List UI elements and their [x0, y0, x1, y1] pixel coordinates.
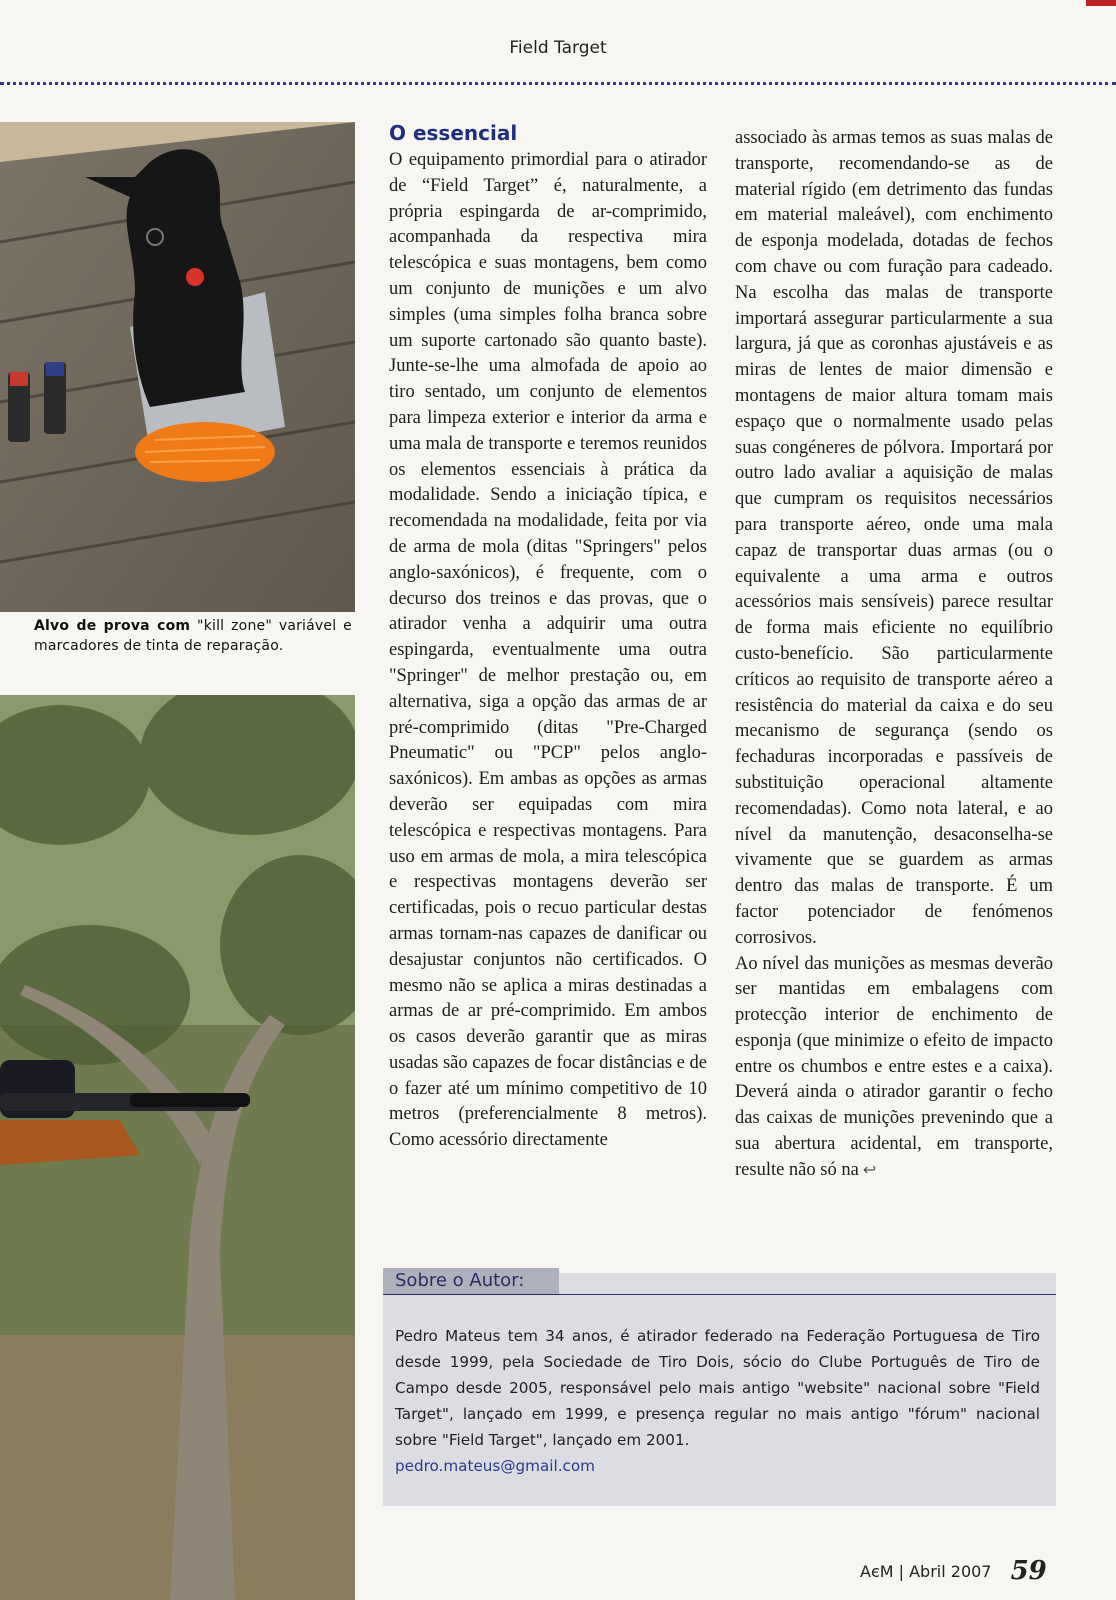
column-2-paragraph-2	[735, 952, 1053, 1184]
caption-text: "kill zone" variável e marcadores de tinta de reparação.	[34, 618, 352, 654]
column-2-paragraph-1: associado às armas temos as suas malas de transporte, recomendando-se as de material rígido (em detrimento das fundas em material maleável), com enchimento de esponja modelada, dotadas de fechos com chave ou com furação para cadeado. Na escolha das malas de transporte importará assegurar particularmente a sua largura, já que as coronhas ajustáveis e as miras de lentes de maior dimensão e montagens de maior altura tomam mais espaço que o normalmente usado pelas suas congéneres de pólvora. Importará por outro lado avaliar a aquisição de malas que cumpram os requisitos necessários para transporte aéreo, onde uma mala capaz de transportar duas armas (ou o equivalente a uma arma e outros acessórios mais sensíveis) parece resultar de forma mais eficiente no equilíbrio custo-benefício. São particularmente críticos ao requisito de transporte aéreo a resistência do material da caixa e do seu mecanismo de segurança (sendo os fechaduras incorporadas e passíveis de substituição operacional altamente recomendadas). Como nota lateral, e ao nível da manutenção, desaconselha-se vivamente que se guardem as armas dentro das malas de transporte. É um factor potenciador de fenómenos corrosivos.	[735, 128, 1053, 948]
author-bio: Pedro Mateus tem 34 anos, é atirador federado na Federação Portuguesa de Tiro desde 1999, pela Sociedade de Tiro Dois, sócio do Clube Português de Tiro de Campo desde 2005, responsável pelo mais antigo "website" nacional sobre "Field Target", lançado em 1999, e presença regular no mais antigo "fórum" nacional sobre "Field Target", lançado em 2001.	[395, 1327, 1040, 1449]
header-dotted-rule	[0, 82, 1116, 85]
issue-date: Abril 2007	[909, 1562, 992, 1581]
target-photo	[0, 122, 355, 612]
author-email-link[interactable]: pedro.mateus@gmail.com	[395, 1457, 595, 1475]
rifle-tree-photo	[0, 695, 355, 1600]
section-title: Field Target	[509, 38, 607, 58]
photo-caption	[34, 616, 352, 656]
continue-arrow-icon: ↩	[862, 1161, 877, 1179]
article-heading: O essencial	[389, 121, 518, 145]
article-column-2	[735, 126, 1053, 1184]
column-2-paragraph-2-text: Ao nível das munições as mesmas deverão ser mantidas em embalagens com protecção interior de enchimento de esponja (que minimize o efeito de impacto entre os chumbos e entre estes e a caixa). Deverá ainda o atirador garantir o fecho das caixas de munições prevenindo que a sua abertura acidental, em transporte, resulte não só na	[735, 953, 1053, 1180]
article-column-1	[389, 118, 707, 1154]
column-1-text: O equipamento primordial para o atirador de “Field Target” é, naturalmente, a própria espingarda de ar-comprimido, acompanhada da respectiva mira telescópica e suas montagens, bem como um conjunto de munições e um alvo simples (uma simples folha branca sobre um suporte cartonado são quanto baste). Junte-se-lhe uma almofada de apoio ao tiro sentado, um conjunto de elementos para limpeza exterior e interior da arma e uma mala de transporte e teremos reunidos os elementos essenciais à prática da modalidade. Sendo a iniciação típica, e recomendada na modalidade, feita por via de arma de mola (ditas "Springers" pelos anglo-saxónicos), é frequente, com o decurso dos treinos e das provas, que o atirador venha a adquirir uma outra espingarda, eventualmente uma outra "Springer" de melhor prestação ou, em alternativa, siga a opção das armas de ar pré-comprimido (ditas "Pre-Charged Pneumatic" ou "PCP" pelos anglo-saxónicos). Em ambas as opções as armas deverão ser equipadas com mira telescópica e respectivas montagens. Para uso em armas de mola, a mira telescópica e respectivas montagens deverão ser certificadas, pois o recuo particular destas armas tornam-nas capazes de danificar ou desajustar conjuntos não certificados. O mesmo não se aplica a miras destinadas a armas de ar pré-comprimido. Em ambos os casos deverão garantir que as miras usadas são capazes de focar distâncias e de o fazer até um mínimo competitivo de 10 metros (preferencialmente 8 metros). Como acessório directamente	[389, 150, 707, 1151]
caption-bold: Alvo de prova com	[34, 618, 191, 634]
footer-separator: |	[898, 1562, 905, 1581]
magazine-name: AєM	[860, 1562, 894, 1581]
author-box-rule	[383, 1294, 1056, 1295]
page-footer	[860, 1556, 1047, 1596]
author-box-title: Sobre o Autor:	[383, 1268, 559, 1294]
page-number: 59	[1010, 1556, 1047, 1586]
corner-print-mark	[1086, 0, 1116, 6]
